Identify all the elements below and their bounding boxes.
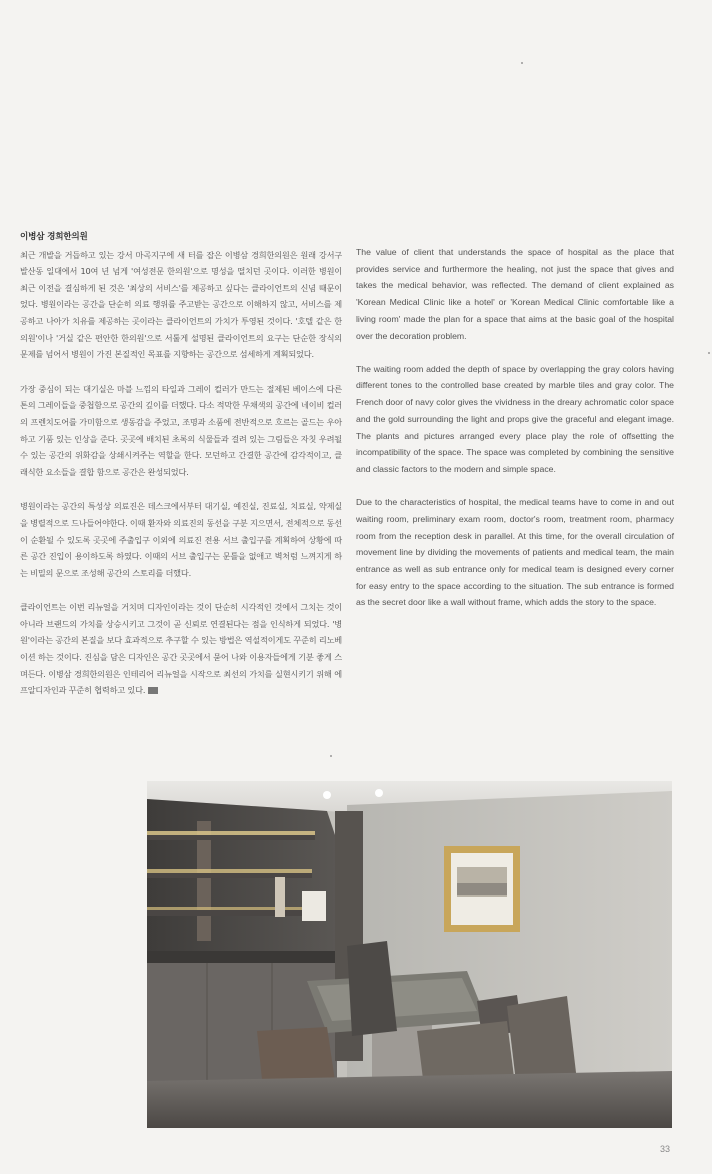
korean-article-column [20, 229, 342, 717]
paper-speck [330, 755, 332, 757]
end-mark-icon [148, 687, 158, 694]
page-number: 33 [659, 1144, 670, 1154]
korean-paragraph [20, 599, 342, 699]
english-paragraph: Due to the characteristics of hospital, the medical teams have to come in and out waiting room, preliminary exam room, doctor's room, treatment room, pharmacy room from the reception desk in parallel. At this time, for the overall circulation of movement line by dividing the movements of patients and medical team, the main entrance as well as sub entrance only for medical team is designed every corner for easy entry to the space according to the situation. The sub entrance is formed as the secret door like a wall without frame, which adds the story to the space. [356, 497, 674, 608]
english-article-column [356, 244, 674, 628]
interior-illustration [147, 781, 672, 1128]
korean-paragraph: 병원이라는 공간의 특성상 의료진은 데스크에서부터 대기실, 예진실, 진료실, 치료실, 약제실을 병렬적으로 드나들어야한다. 이때 환자와 의료진의 동선을 구분 지으면서, 전체적으로 동선이 순환될 수 있도록 곳곳에 주출입구 이외에 의료진 전용 서브 출입구를 계획하여 상황에 따른 공간 진입이 용이하도록 하였다. 이때의 서브 출입구는 문틀을 없애고 벽처럼 느껴지게 하는 비밀의 문으로 조성해 공간의 스토리를 더했다. [20, 501, 342, 578]
english-paragraph: The waiting room added the depth of space by overlapping the gray colors having different tones to the controlled base created by marble tiles and gray color. The French door of navy color gives the vividness in the dreary achromatic color space and the gold surrounding the light and props give the graceful and elegant image. The plants and pictures arranged every place play the role of offsetting the incompatibility of the space. The space was completed by combining the sensitive and classic factors to the modern and simple space. [356, 363, 674, 474]
english-paragraph: The value of client that understands the space of hospital as the place that provides service and furthermore the healing, not just the space that gives and takes the medical behavior, was reflected. The demand of client explained as 'Korean Medical Clinic like a hotel' or 'Korean Medical Clinic comfortable like a living room' made the plan for a space that aims at the basic goal of the hospital over the decoration problem. [356, 247, 674, 341]
clinic-interior-photo [147, 781, 672, 1128]
article-title: 이병삼 경희한의원 [20, 232, 88, 242]
korean-paragraph: 최근 개발을 거듭하고 있는 강서 마곡지구에 새 터를 잡은 이병삼 경희한의원은 원래 강서구 발산동 일대에서 10여 년 넘게 '여성전문 한의원'으로 명성을 떨치던 곳이다. 이러한 병원이 최근 이전을 결심하게 된 것은 '최상의 서비스'를 제공하고 싶다는 클라이언트의 신념 때문이었다. 병원이라는 공간을 단순히 의료 행위를 주고받는 공간으로 이해하지 않고, 서비스를 제공하고 나아가 치유를 제공하는 곳이라는 클라이언트의 가치가 투영된 것이다. '호텔 같은 한의원'이나 '거실 같은 편안한 한의원'으로 서툴게 설명된 클라이언트의 요구는 단순한 장식의 문제를 넘어서 병원이 가진 본질적인 목표를 지향하는 공간으로 섬세하게 계획되었다. [20, 249, 342, 360]
paper-speck [521, 62, 523, 64]
korean-paragraph-text: 클라이언트는 이번 리뉴얼을 거치며 디자인이라는 것이 단순히 시각적인 것에서 그치는 것이 아니라 브랜드의 가치를 상승시키고 그것이 곧 신뢰로 연결된다는 점을 인식하게 되었다. '병원'이라는 공간의 본질을 보다 효과적으로 추구할 수 있는 방법은 역설적이게도 꾸준히 리노베이션 하는 것이다. 진심을 담은 디자인은 공간 곳곳에서 묻어 나와 이용자들에게 기분 좋게 스며든다. 이병삼 경희한의원은 인테리어 리뉴얼을 시작으로 최선의 가치를 실현시키기 위해 에프알디자인과 꾸준히 협력하고 있다. [20, 602, 342, 696]
paper-speck [708, 352, 710, 354]
korean-paragraph: 가장 중심이 되는 대기실은 마블 느낌의 타일과 그레이 컬러가 만드는 절제된 베이스에 다른 톤의 그레이들을 중첩함으로 공간의 깊이를 더했다. 다소 적막한 무채색의 공간에 네이비 컬러의 프렌치도어를 가미함으로 생동감을 주었고, 조명과 소품에 전반적으로 흐르는 골드는 우아하고 기품 있는 인상을 준다. 곳곳에 배치된 초록의 식물들과 걸려 있는 그림들은 자칫 우려될 수 있는 공간의 위화감을 상쇄시켜주는 역할을 한다. 모던하고 간결한 공간에 감각적이고, 클래식한 요소들을 결합 함으로 공간은 완성되었다. [20, 383, 342, 477]
